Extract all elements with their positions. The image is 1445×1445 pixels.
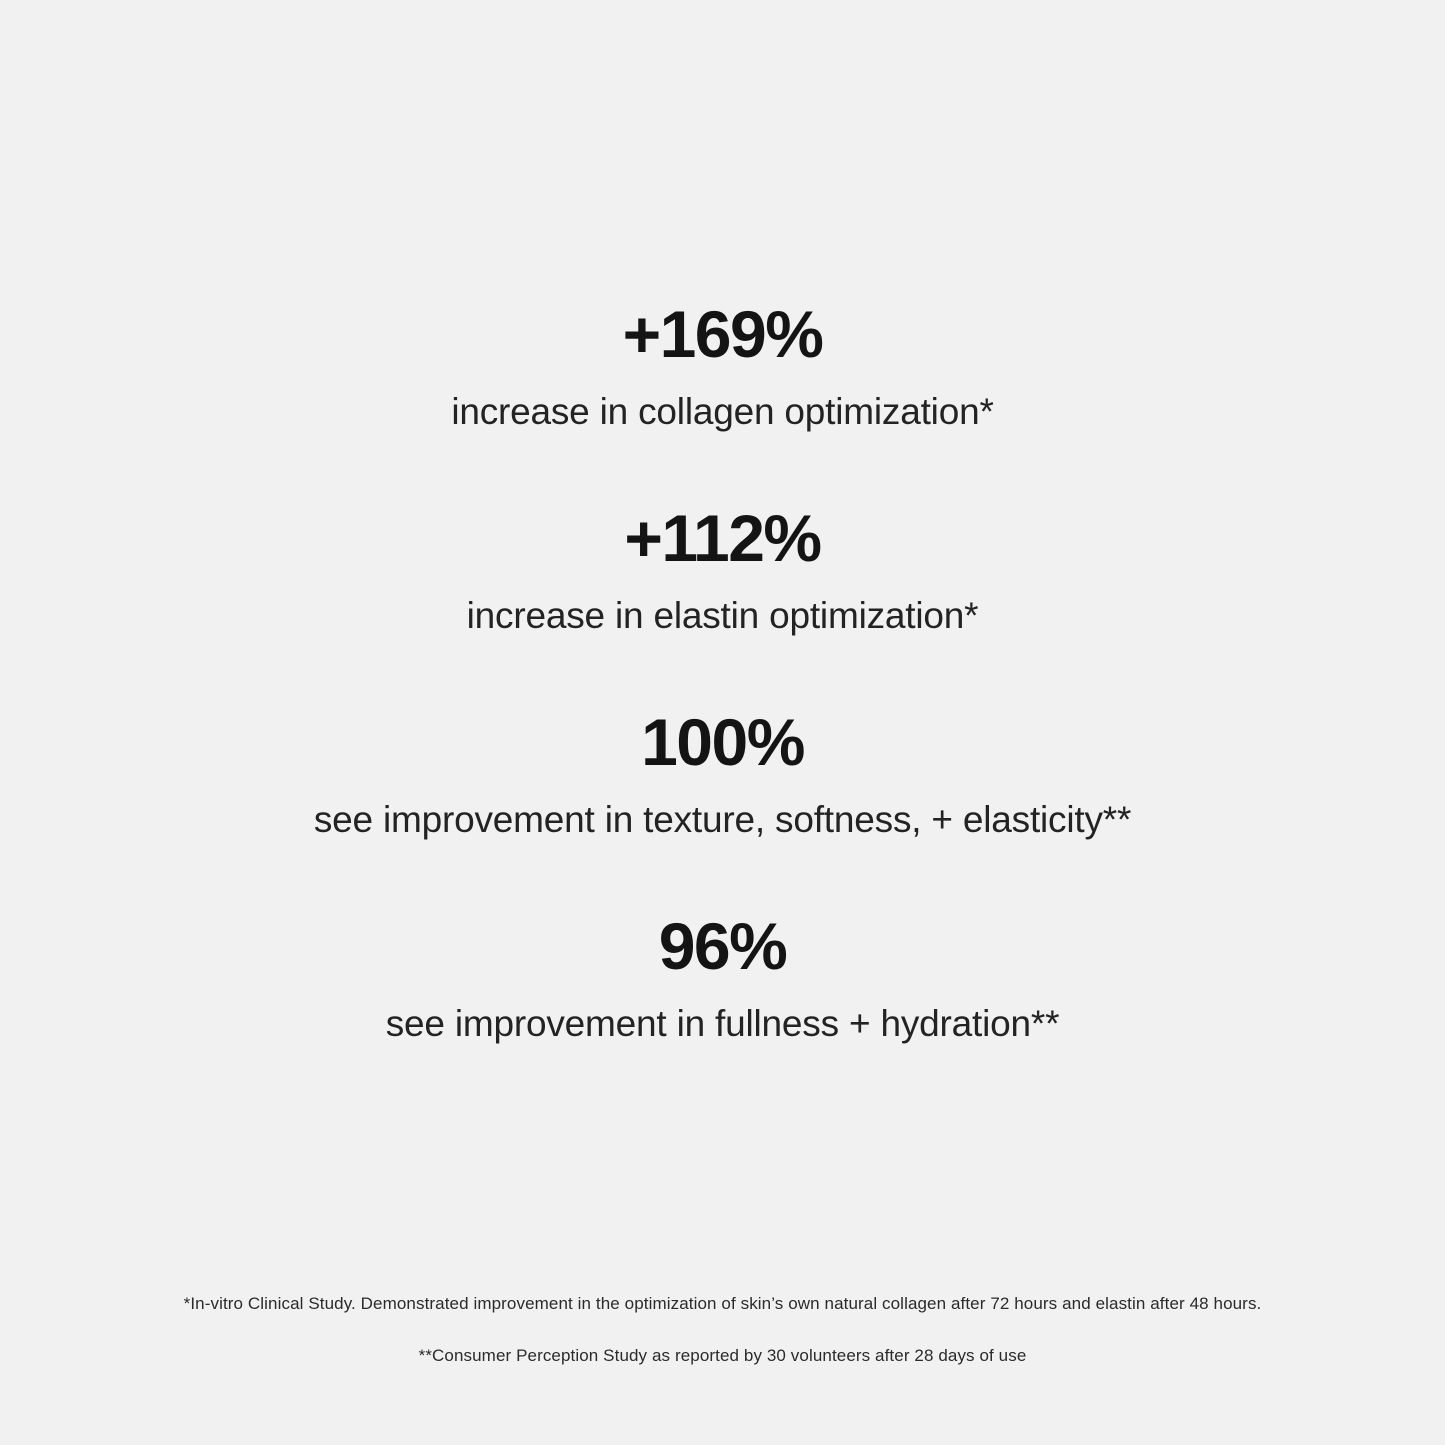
stat-label: see improvement in texture, softness, + elasticity** <box>313 798 1132 840</box>
stat-label: increase in collagen optimization* <box>451 391 994 433</box>
footnote-consumer-study: **Consumer Perception Study as reported by 30 volunteers after 28 days of use <box>418 1345 1027 1365</box>
stat-label: increase in elastin optimization* <box>466 595 979 637</box>
stat-block-elastin <box>0 500 1445 638</box>
footnote-clinical-study: *In-vitro Clinical Study. Demonstrated improvement in the optimization of skin’s own natural collagen after 72 hours and elastin after 48 hours. <box>183 1293 1262 1313</box>
stat-value: 100% <box>641 704 804 779</box>
footnotes <box>0 1293 1445 1367</box>
stat-value: 96% <box>658 908 787 983</box>
stat-value: +112% <box>624 500 821 575</box>
stats-list <box>0 297 1445 1045</box>
stat-block-texture <box>0 704 1445 842</box>
stat-label: see improvement in fullness + hydration** <box>385 1002 1060 1044</box>
stat-block-collagen <box>0 297 1445 434</box>
stat-value: +169% <box>622 297 823 371</box>
stat-block-fullness <box>0 908 1445 1046</box>
